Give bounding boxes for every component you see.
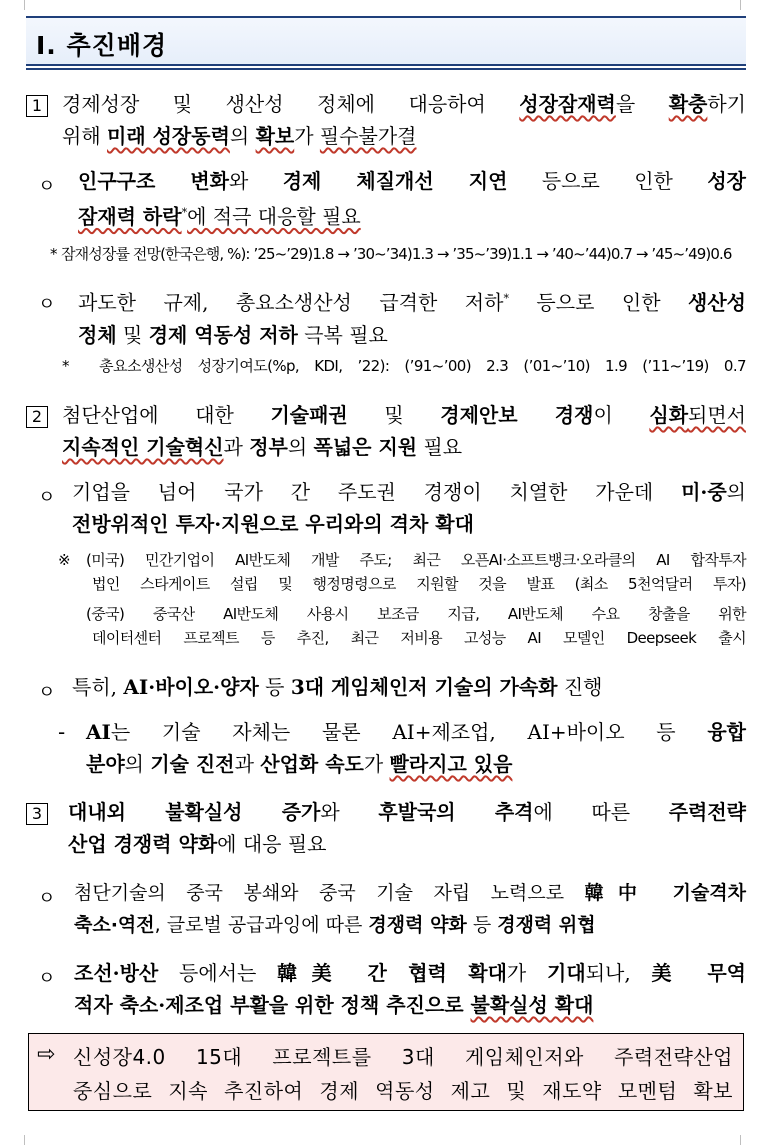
text-line: 경제성장 및 생산성 정체에 대응하여 성장잠재력을 확충하기 — [62, 92, 746, 116]
bullet-marker: ㅇ — [38, 968, 56, 989]
text-line: 특히, AI·바이오·양자 등 3대 게임체인저 기술의 가속화 진행 — [72, 675, 603, 699]
text-line: 첨단산업에 대한 기술패권 및 경제안보 경쟁이 심화되면서 — [62, 403, 746, 427]
page-corner-mark — [740, 0, 751, 10]
page-corner-mark — [740, 1135, 751, 1145]
bullet-5-text — [74, 877, 746, 941]
text-line: 축소·역전, 글로벌 공급과잉에 따른 경쟁력 약화 등 경쟁력 위협 — [74, 914, 596, 936]
text-line: 위해 미래 성장동력의 확보가 필수불가결 — [62, 124, 417, 148]
bullet-marker: ㅇ — [38, 294, 56, 315]
text-line: 인구구조 변화와 경제 체질개선 지연 등으로 인한 성장 — [78, 169, 746, 193]
dash-marker: - — [58, 720, 66, 744]
text-line: (미국) 민간기업이 AI반도체 개발 주도; 최근 오픈AI·소프트뱅크·오라클의 AI 합작투자 — [86, 551, 746, 569]
bullet-1-text — [78, 165, 746, 233]
text-line: 신성장4.0 15대 프로젝트를 3대 게임체인저와 주력전략산업 — [73, 1045, 733, 1069]
bullet-marker: ㅇ — [38, 487, 56, 508]
bullet-marker: ㅇ — [38, 888, 56, 909]
text-line: 조선·방산 등에서는 韓美 간 협력 확대가 기대되나, 美 무역 — [74, 961, 747, 985]
summary-text — [73, 1040, 733, 1108]
bullet-marker: ㅇ — [38, 176, 56, 197]
bullet-2-text — [78, 283, 746, 351]
summary-box — [28, 1033, 744, 1111]
arrow-right-icon: ⇨ — [37, 1042, 56, 1067]
bullet-6-text — [74, 957, 746, 1021]
heading-numeral: Ⅰ. — [36, 31, 57, 60]
page-corner-mark — [14, 1135, 25, 1145]
text-line: 잠재력 하락*에 적극 대응할 필요 — [78, 204, 361, 229]
footnote-1: * 잠재성장률 전망(한국은행, %): ’25~’29)1.8 → ’30~’34)1.3 → ’35~’39)1.1 → ’40~’44)0.7 → ’45~’49)0.6 — [50, 245, 732, 263]
section-number-1: 1 — [26, 95, 48, 117]
note-marker: ※ — [58, 551, 70, 569]
text-line: 지속적인 기술혁신과 정부의 폭넓은 지원 필요 — [62, 435, 463, 459]
section-heading-bar — [26, 16, 746, 66]
text-line: (중국) 중국산 AI반도체 사용시 보조금 지급, AI반도체 수요 창출을 위한 — [86, 605, 746, 623]
section-2-text — [62, 399, 746, 463]
text-line: 과도한 규제, 총요소생산성 급격한 저하* 등으로 인한 생산성 — [78, 290, 746, 315]
text-line: 적자 축소·제조업 부활을 위한 정책 추진으로 불확실성 확대 — [74, 993, 594, 1017]
text-line: 정체 및 경제 역동성 저하 극복 필요 — [78, 322, 388, 347]
section-number-3: 3 — [26, 803, 48, 825]
page-corner-mark — [14, 0, 25, 10]
bullet-3-text — [72, 476, 746, 540]
text-line: 대내외 불확실성 증가와 후발국의 추격에 따른 주력전략 — [68, 800, 746, 824]
text-line: 데이터센터 프로젝트 등 추진, 최근 저비용 고성능 AI 모델인 Deepseek 출시 — [92, 629, 746, 647]
dash-1-text — [86, 716, 746, 780]
text-line: 기업을 넘어 국가 간 주도권 경쟁이 치열한 가운데 미·중의 — [72, 480, 746, 504]
text-line: AI는 기술 자체는 물론 AI+제조업, AI+바이오 등 융합 — [86, 720, 746, 744]
section-heading — [36, 26, 167, 62]
footnote-2: * 총요소생산성 성장기여도(%p, KDI, ’22): (’91~’00) 2.3 (’01~’10) 1.9 (’11~’19) 0.7 — [62, 357, 746, 375]
text-line: 산업 경쟁력 약화에 대응 필요 — [68, 832, 327, 856]
note-3-text — [86, 548, 746, 650]
section-number-2: 2 — [26, 406, 48, 428]
text-line: 법인 스타게이트 설립 및 행정명령으로 지원할 것을 발표 (최소 5천억달러 투자) — [92, 575, 746, 593]
text-line: 중심으로 지속 추진하여 경제 역동성 제고 및 재도약 모멘텀 확보 — [73, 1079, 733, 1103]
text-line: 분야의 기술 진전과 산업화 속도가 빨라지고 있음 — [86, 752, 513, 776]
section-1-text — [62, 88, 746, 152]
text-line: 전방위적인 투자·지원으로 우리와의 격차 확대 — [72, 512, 474, 536]
bullet-4-text — [72, 671, 746, 703]
section-3-text — [68, 796, 746, 860]
bullet-marker: ㅇ — [38, 682, 56, 703]
text-line: 첨단기술의 중국 봉쇄와 중국 기술 자립 노력으로 韓中 기술격차 — [74, 882, 747, 904]
heading-title: 추진배경 — [66, 31, 168, 60]
